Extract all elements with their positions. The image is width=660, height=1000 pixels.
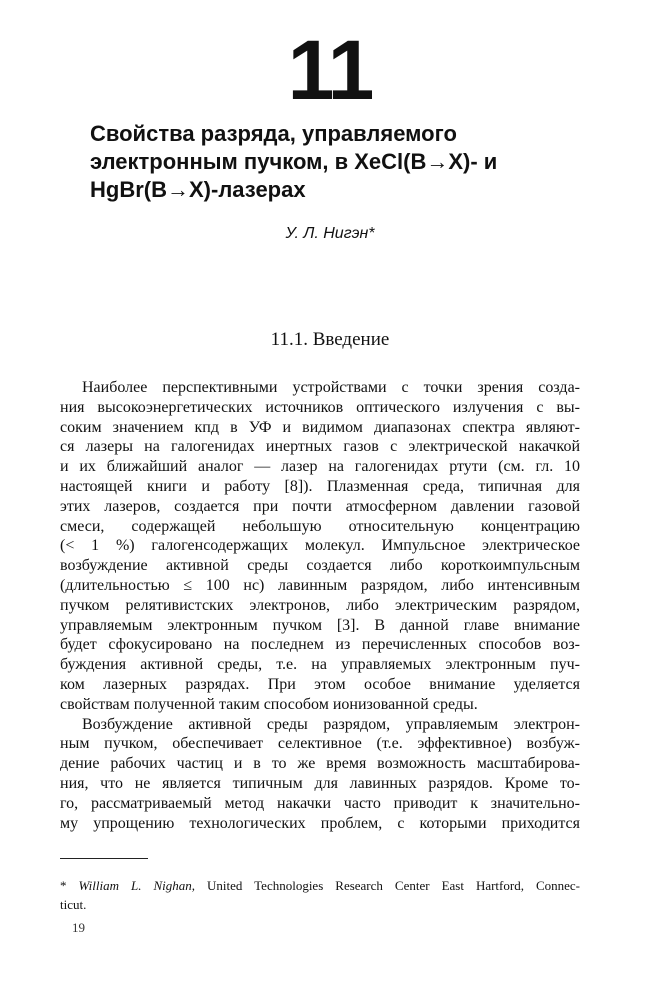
chapter-title — [90, 120, 610, 204]
body-text — [60, 378, 580, 833]
text-line: (< 1 %) галогенсодержащих молекул. Импульсное электрическое — [60, 537, 580, 555]
text-line: ным пучком, обеспечивает селективное (т.е. эффективное) возбуж- — [60, 735, 580, 753]
text-line: (длительностью ≤ 100 нс) лавинным разрядом, либо интенсивным — [60, 576, 580, 594]
chapter-title-line: HgBr(B→X)-лазерах — [90, 177, 306, 202]
author: У. Л. Нигэн* — [285, 225, 375, 242]
footnote-line: ticut. — [60, 897, 87, 912]
text-line: Возбуждение активной среды разрядом, управляемым электрон- — [82, 715, 580, 733]
text-line: ния, что не является типичным для лавинных разрядов. Кроме то- — [60, 774, 580, 792]
text-line: ся лазеры на галогенидах инертных газов с электрической накачкой — [60, 438, 580, 456]
text-line: настоящей книги и работу [8]). Плазменная среда, типичная для — [60, 477, 580, 495]
text-line: пучком релятивистских электронов, либо электрическим разрядом, — [60, 596, 580, 614]
text-line: управляемым электронным пучком [3]. В данной главе внимание — [60, 616, 580, 634]
section-heading: 11.1. Введение — [270, 329, 390, 350]
text-line: Наиболее перспективными устройствами с точки зрения созда- — [82, 379, 580, 396]
footnote-divider — [60, 858, 148, 859]
footnote-author-name: William L. Nighan, — [78, 878, 195, 893]
footnote — [60, 876, 580, 914]
text-line: и их ближайший аналог — лазер на галогенидах ртути (см. гл. 10 — [60, 458, 580, 476]
text-line: смеси, содержащей небольшую относительную концентрацию — [60, 517, 580, 535]
chapter-number: 11 — [287, 23, 373, 117]
chapter-title-line: Свойства разряда, управляемого — [90, 121, 457, 146]
footnote-line — [60, 876, 580, 895]
text-line: соким значением кпд в УФ и видимом диапазонах спектра являют- — [60, 418, 580, 436]
chapter-title-line: электронным пучком, в XeCl(B→X)- и — [90, 149, 498, 174]
text-line: свойствам полученной таким способом ионизованной среды. — [60, 695, 478, 713]
text-line: буждения активной среды, т.е. на управляемых электронным пуч- — [60, 656, 580, 674]
text-line: го, рассматриваемый метод накачки часто приводит к значительно- — [60, 794, 580, 812]
text-line: этих лазеров, создается при почти атмосферном давлении газовой — [60, 497, 580, 515]
text-line: ком лазерных разрядах. При этом особое внимание уделяется — [60, 675, 580, 693]
page-number: 19 — [72, 920, 85, 935]
text-line: ния высокоэнергетических источников оптического излучения с вы- — [60, 398, 580, 416]
text-line: возбуждение активной среды создается либо короткоимпульсным — [60, 557, 580, 575]
footnote-marker: * — [60, 878, 67, 893]
footnote-affiliation: United Technologies Research Center East Hartford, Connec- — [194, 878, 580, 893]
text-line: дение рабочих частиц и в то же время возможность масштабирова- — [60, 755, 580, 773]
text-line: му упрощению технологических проблем, с которыми приходится — [60, 814, 580, 832]
text-line: будет сфокусировано на последнем из перечисленных способов воз- — [60, 636, 580, 654]
